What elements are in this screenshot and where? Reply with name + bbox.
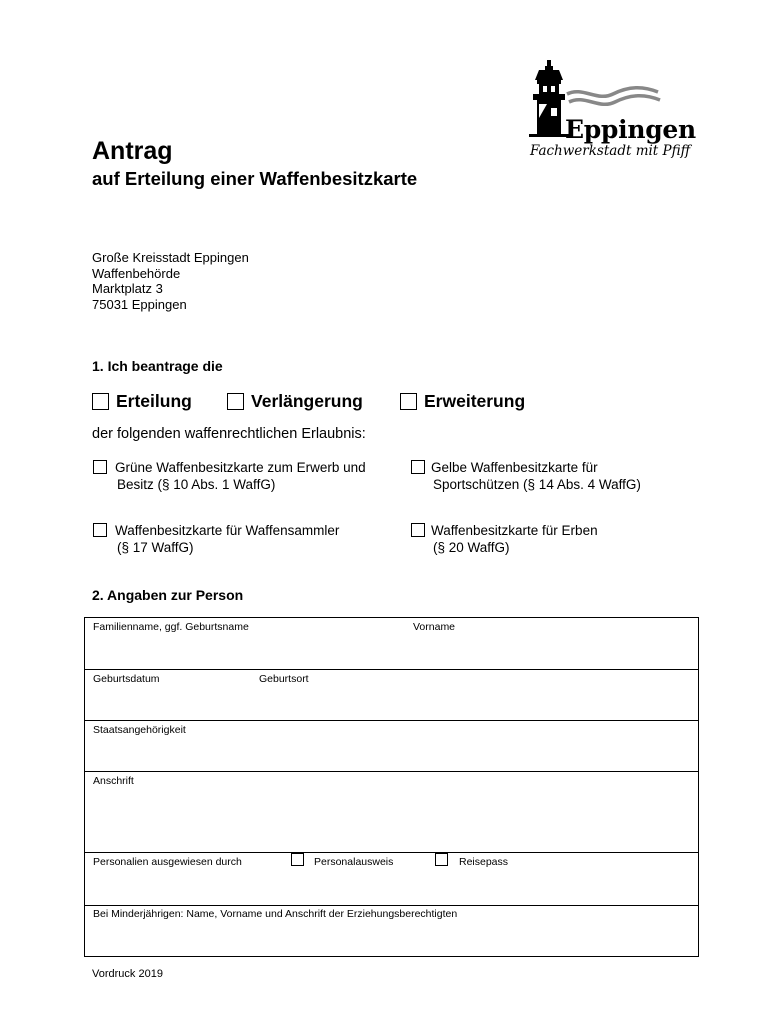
permit-gelb[interactable] [411, 459, 641, 493]
address-line: Große Kreisstadt Eppingen [92, 250, 249, 265]
recipient-address [92, 250, 249, 312]
anschrift-label: Anschrift [93, 775, 134, 787]
reisepass-label: Reisepass [459, 856, 509, 868]
eppingen-logo [525, 58, 700, 163]
gruen-label-line2: Besitz (§ 10 Abs. 1 WaffG) [117, 477, 276, 492]
personalausweis-checkbox[interactable] [291, 853, 304, 866]
table-row [85, 670, 698, 721]
erben-checkbox[interactable] [411, 523, 425, 537]
option-erweiterung[interactable] [400, 391, 525, 412]
gruen-label-line1: Grüne Waffenbesitzkarte zum Erwerb und [115, 460, 366, 475]
sammler-label-line1: Waffenbesitzkarte für Waffensammler [115, 523, 340, 538]
sammler-label-line2: (§ 17 WaffG) [117, 540, 194, 555]
logo-wordmark: Eppingen [565, 115, 696, 144]
personalien-label: Personalien ausgewiesen durch [93, 856, 242, 868]
option-verlaengerung[interactable] [227, 391, 363, 412]
personalausweis-label: Personalausweis [314, 856, 394, 868]
person-table [84, 617, 699, 957]
sammler-checkbox[interactable] [93, 523, 107, 537]
permit-gruen[interactable] [93, 459, 366, 493]
page-subtitle: auf Erteilung einer Waffenbesitzkarte [92, 168, 418, 189]
table-row [85, 906, 698, 956]
option-erteilung[interactable] [92, 391, 192, 412]
verlaengerung-label: Verlängerung [251, 391, 363, 411]
address-line: Marktplatz 3 [92, 281, 163, 296]
erteilung-checkbox[interactable] [92, 393, 109, 410]
permit-sammler[interactable] [93, 522, 339, 556]
section1-heading: 1. Ich beantrage die [92, 358, 223, 374]
permit-erben[interactable] [411, 522, 598, 556]
erben-label-line1: Waffenbesitzkarte für Erben [431, 523, 598, 538]
erteilung-label: Erteilung [116, 391, 192, 411]
table-row [85, 721, 698, 772]
staatsangehoerigkeit-label: Staatsangehörigkeit [93, 724, 186, 736]
gelb-label-line2: Sportschützen (§ 14 Abs. 4 WaffG) [433, 477, 641, 492]
erweiterung-label: Erweiterung [424, 391, 526, 411]
footer-version: Vordruck 2019 [92, 968, 163, 980]
address-line: Waffenbehörde [92, 265, 181, 281]
address-line: 75031 Eppingen [92, 296, 187, 312]
minderjaehrige-label: Bei Minderjährigen: Name, Vorname und Anschrift der Erziehungsberechtigten [93, 908, 458, 920]
table-row [85, 853, 698, 906]
familienname-label: Familienname, ggf. Geburtsname [93, 621, 249, 633]
logo-slogan: Fachwerkstadt mit Pfiff [530, 143, 691, 159]
geburtsort-label: Geburtsort [259, 673, 309, 685]
gelb-checkbox[interactable] [411, 460, 425, 474]
erben-label-line2: (§ 20 WaffG) [433, 540, 510, 555]
vorname-label: Vorname [413, 621, 456, 633]
gelb-label-line1: Gelbe Waffenbesitzkarte für [431, 460, 598, 475]
verlaengerung-checkbox[interactable] [227, 393, 244, 410]
permit-intro: der folgenden waffenrechtlichen Erlaubnis: [92, 426, 366, 442]
page-title: Antrag [92, 137, 173, 165]
section2-heading: 2. Angaben zur Person [92, 587, 244, 603]
erweiterung-checkbox[interactable] [400, 393, 417, 410]
gruen-checkbox[interactable] [93, 460, 107, 474]
geburtsdatum-label: Geburtsdatum [93, 673, 160, 685]
reisepass-checkbox[interactable] [435, 853, 448, 866]
table-row [85, 772, 698, 853]
table-row [85, 618, 698, 670]
